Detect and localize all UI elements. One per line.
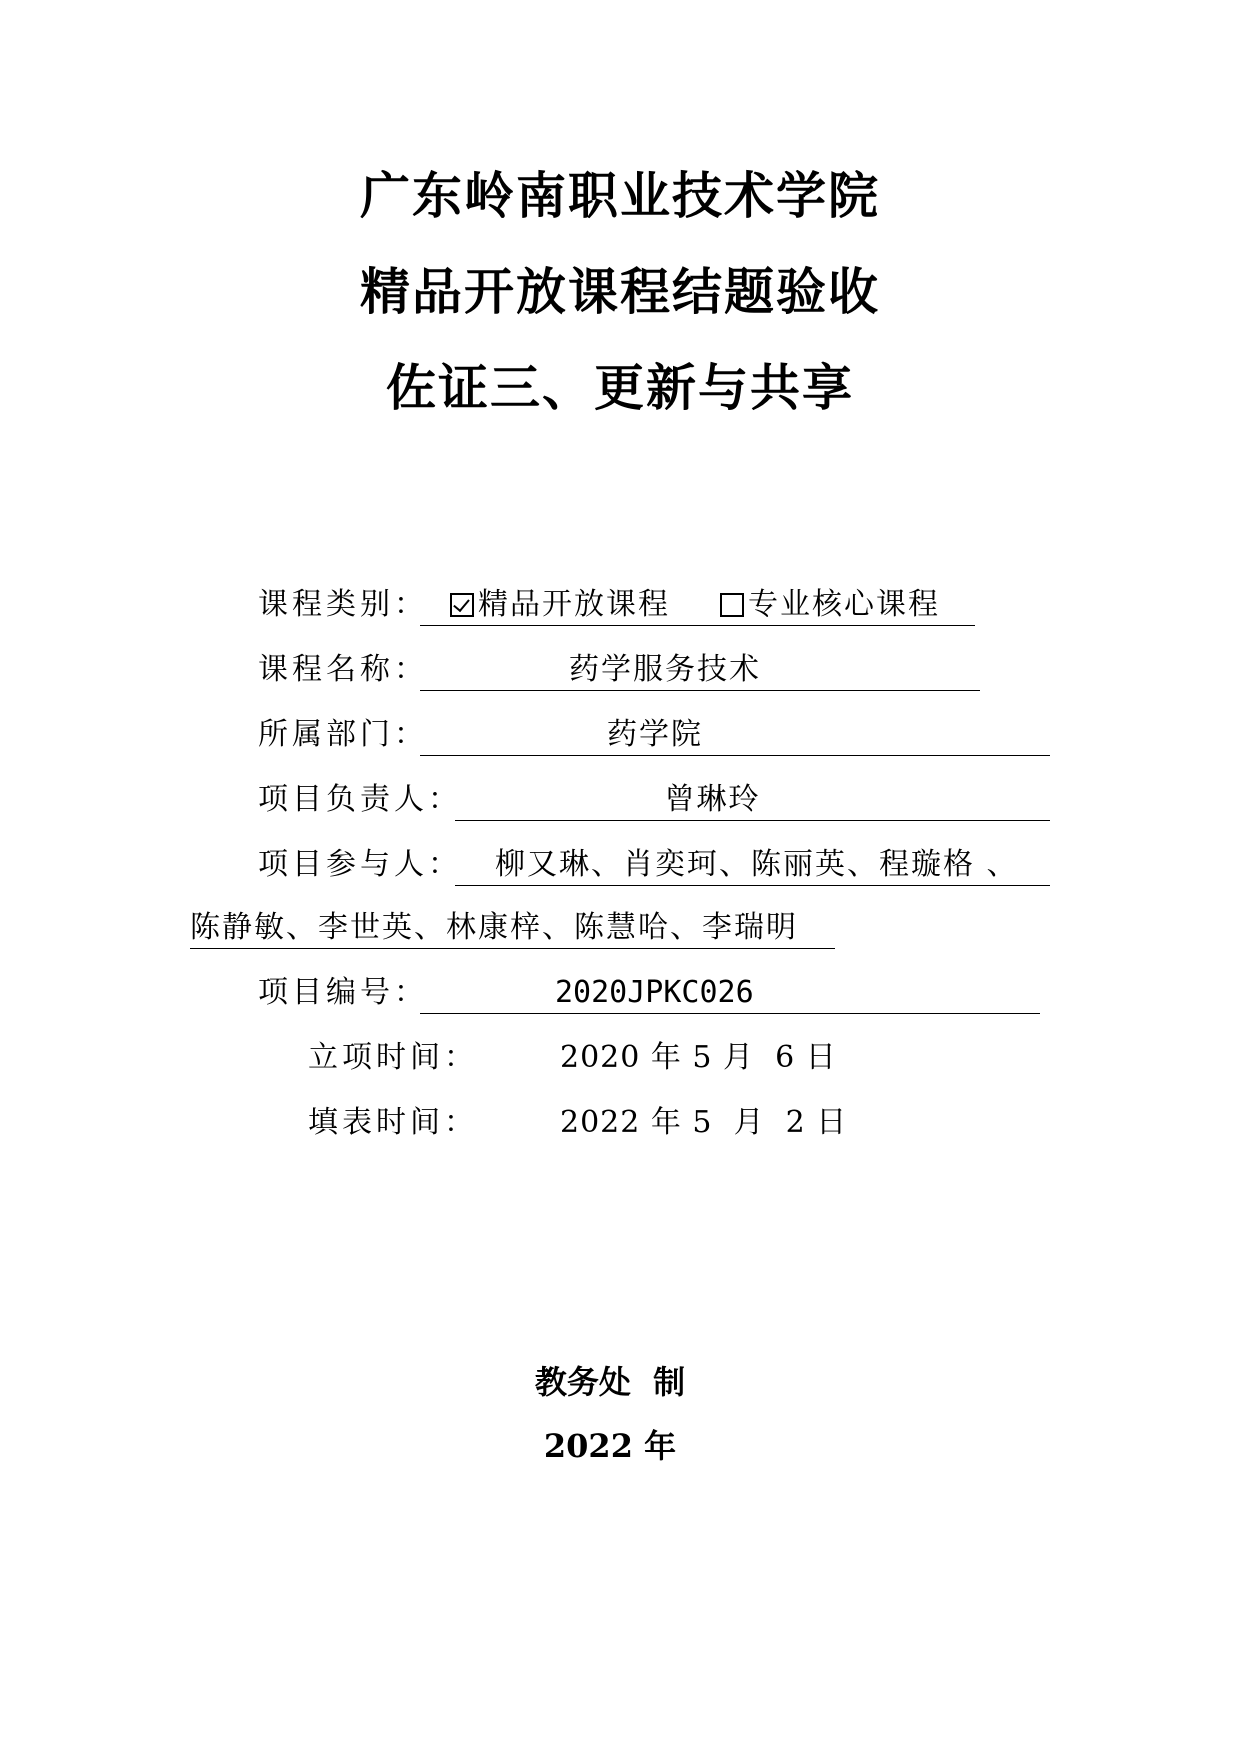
leader-label: 项目负责人：	[258, 782, 462, 817]
project-no-value: 2020JPKC026	[420, 973, 1040, 1014]
checkbox-unchecked-icon[interactable]	[720, 593, 744, 617]
category-option-1: 精品开放课程	[478, 587, 670, 622]
issuer: 教务处 制	[534, 1363, 686, 1401]
participants-label: 项目参与人：	[258, 847, 462, 882]
category-options	[420, 585, 975, 626]
start-date-value: 2020 年 5 月 6 日	[560, 1040, 837, 1075]
fill-date-value: 2022 年 5 月 2 日	[560, 1105, 848, 1140]
fill-date-label: 填表时间：	[308, 1105, 478, 1140]
title-line-2: 精品开放课程结题验收	[360, 262, 880, 321]
project-no-label: 项目编号：	[258, 975, 428, 1010]
start-date-label: 立项时间：	[308, 1040, 478, 1075]
category-option-2: 专业核心课程	[748, 587, 940, 622]
course-name-value: 药学服务技术	[420, 650, 980, 691]
course-name-label: 课程名称：	[258, 652, 428, 687]
title-line-3: 佐证三、更新与共享	[386, 358, 854, 417]
participants-line-2: 陈静敏、李世英、林康梓、陈慧哈、李瑞明	[190, 908, 835, 949]
title-line-1: 广东岭南职业技术学院	[360, 166, 880, 225]
year: 2022 年	[543, 1427, 677, 1465]
leader-value: 曾琳玲	[455, 780, 1050, 821]
category-label: 课程类别：	[258, 587, 428, 622]
department-value: 药学院	[420, 715, 1050, 756]
checkbox-checked-icon[interactable]	[450, 593, 474, 617]
department-label: 所属部门：	[258, 717, 428, 752]
participants-line-1: 柳又琳、肖奕珂、陈丽英、程璇格 、	[455, 845, 1050, 886]
